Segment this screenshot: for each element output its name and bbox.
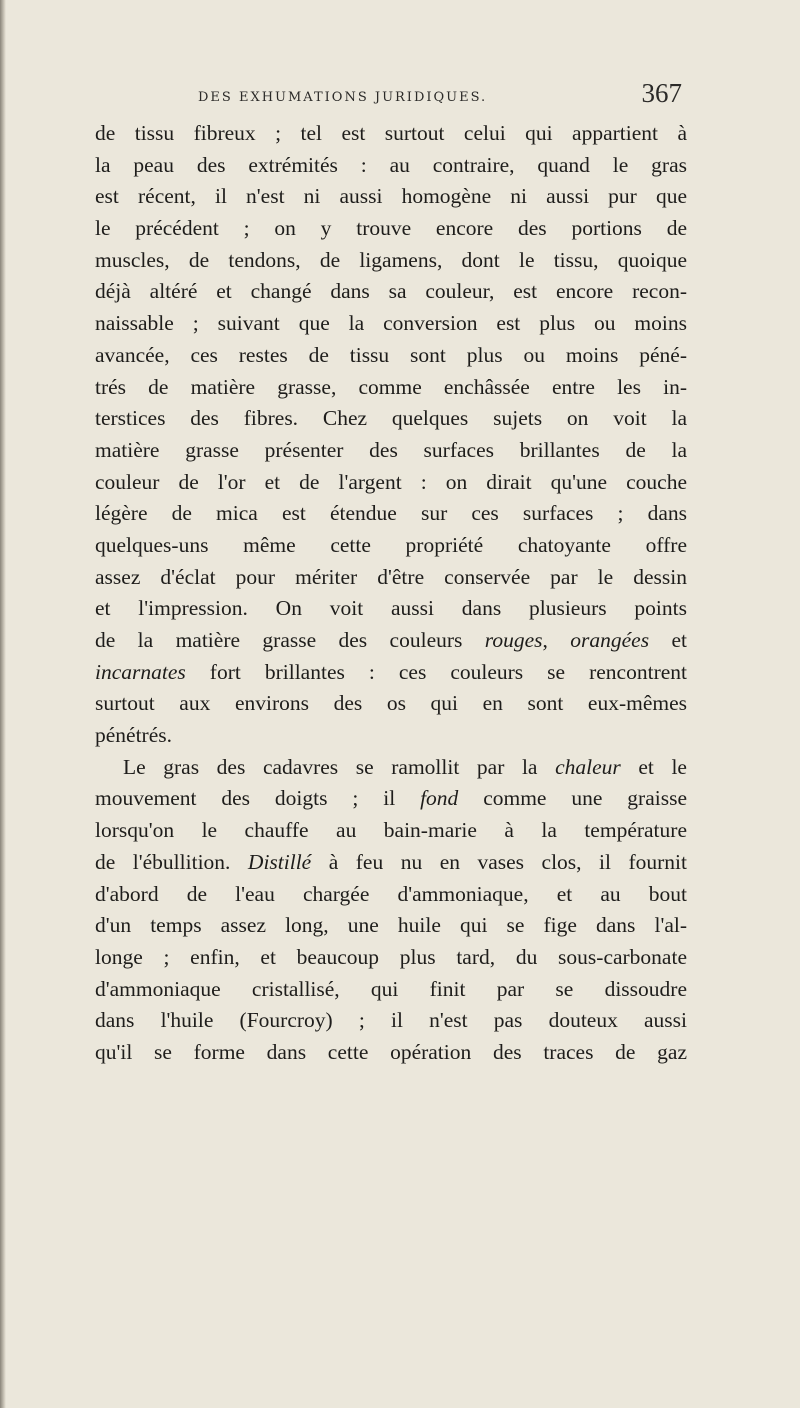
text-line: déjà altéré et changé dans sa couleur, est encore recon- (95, 279, 687, 304)
text-line: naissable ; suivant que la conversion est plus ou moins (95, 311, 687, 336)
italic-term: rouges (484, 628, 543, 652)
text-line: surtout aux environs des os qui en sont eux-mêmes (95, 691, 687, 716)
text-line: couleur de l'or et de l'argent : on dirait qu'une couche (95, 469, 687, 494)
text-run: et (649, 628, 687, 652)
text-line: terstices des fibres. Chez quelques sujets on voit la (95, 406, 687, 431)
page-binding-edge (0, 0, 6, 1408)
text-line: légère de mica est étendue sur ces surfaces ; dans (95, 501, 687, 526)
text-line: muscles, de tendons, de ligamens, dont le tissu, quoique (95, 247, 687, 272)
text-line (95, 625, 687, 657)
text-line: longe ; enfin, et beaucoup plus tard, du sous-carbonate (95, 944, 687, 969)
text-line: assez d'éclat pour mériter d'être conservée par le dessin (95, 564, 687, 589)
text-line (95, 752, 687, 784)
page-number: 367 (641, 78, 682, 108)
italic-term: Distillé (247, 849, 312, 874)
italic-term: orangées (570, 628, 650, 652)
text-line (95, 657, 687, 689)
text-line: avancée, ces restes de tissu sont plus ou moins péné- (95, 342, 687, 367)
text-line: quelques-uns même cette propriété chatoyante offre (95, 532, 687, 557)
text-line: d'abord de l'eau chargée d'ammoniaque, et au bout (95, 881, 687, 906)
text-run: de la matière grasse des couleurs (95, 628, 485, 652)
text-line: matière grasse présenter des surfaces brillantes de la (95, 437, 687, 462)
text-line (95, 783, 687, 815)
text-line: dans l'huile (Fourcroy) ; il n'est pas douteux aussi (95, 1008, 687, 1033)
text-line: pénétrés. (95, 723, 173, 748)
text-run: mouvement des doigts ; il (95, 786, 421, 811)
text-line: et l'impression. On voit aussi dans plusieurs points (95, 596, 687, 621)
text-line: qu'il se forme dans cette opération des traces de gaz (95, 1039, 687, 1064)
text-run: comme une graisse (458, 786, 687, 811)
text-line: la peau des extrémités : au contraire, quand le gras (95, 152, 687, 177)
text-run: , (542, 628, 571, 652)
text-line: est récent, il n'est ni aussi homogène ni aussi pur que (95, 184, 687, 209)
italic-term: fond (420, 786, 459, 811)
body-text (95, 118, 687, 1069)
text-line: lorsqu'on le chauffe au bain-marie à la température (95, 818, 687, 843)
text-line: d'ammoniaque cristallisé, qui finit par se dissoudre (95, 976, 687, 1001)
text-line: le précédent ; on y trouve encore des portions de (95, 216, 687, 241)
text-line: trés de matière grasse, comme enchâssée entre les in- (95, 374, 687, 399)
text-run: et le (620, 754, 687, 779)
text-run: de l'ébullition. (95, 849, 248, 874)
italic-term: incarnates (95, 659, 186, 684)
text-line: de tissu fibreux ; tel est surtout celui qui appartient à (95, 121, 687, 145)
text-line: d'un temps assez long, une huile qui se fige dans l'al- (95, 913, 687, 938)
italic-term: chaleur (555, 754, 621, 779)
text-run: fort brillantes : ces couleurs se rencontrent (185, 659, 687, 684)
running-title: DES EXHUMATIONS JURIDIQUES. (198, 90, 488, 105)
text-line (95, 847, 687, 879)
text-run: Le gras des cadavres se ramollit par la (123, 754, 556, 779)
text-run: à feu nu en vases clos, il fournit (311, 849, 687, 874)
running-head (102, 68, 682, 108)
